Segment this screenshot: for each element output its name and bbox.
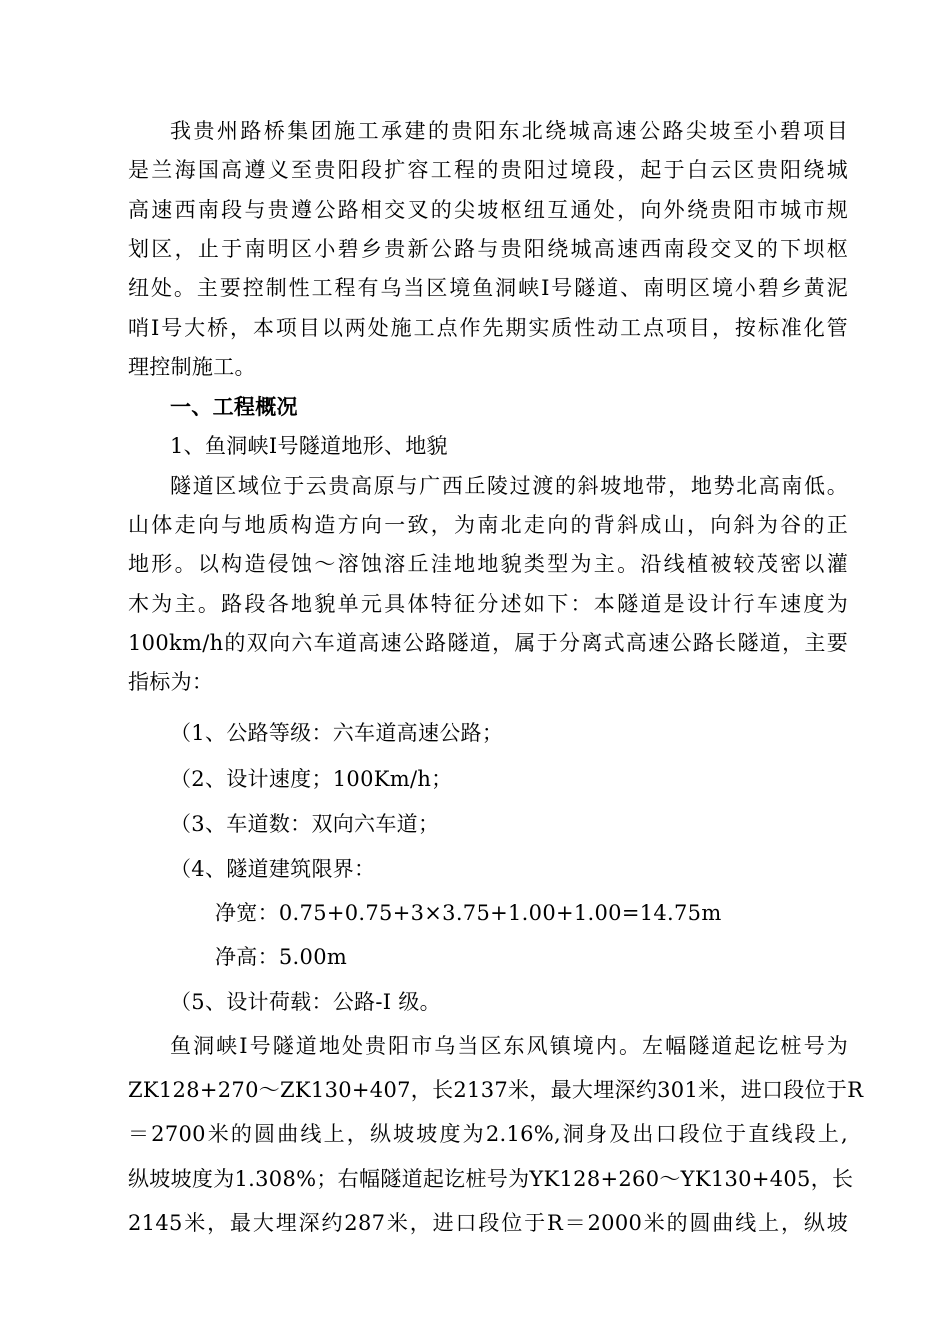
indicator-item-3: （3、车道数：双向六车道；: [170, 812, 440, 836]
intro-line-5: 纽处。主要控制性工程有乌当区境鱼洞峡Ⅰ号隧道、南明区境小碧乡黄泥: [128, 276, 848, 300]
location-line-1: 鱼洞峡Ⅰ号隧道地处贵阳市乌当区东风镇境内。左幅隧道起讫桩号为: [170, 1034, 848, 1058]
indicator-item-5: （5、设计荷载：公路-Ⅰ 级。: [170, 990, 441, 1014]
intro-line-2: 是兰海国高遵义至贵阳段扩容工程的贵阳过境段，起于白云区贵阳绕城: [128, 158, 848, 182]
location-line-4: 纵坡坡度为1.308%；右幅隧道起讫桩号为YK128+260～YK130+405，长: [128, 1167, 854, 1191]
intro-line-6: 哨Ⅰ号大桥，本项目以两处施工点作先期实质性动工点项目，按标准化管: [128, 316, 848, 340]
terrain-line-3: 地形。以构造侵蚀～溶蚀溶丘洼地地貌类型为主。沿线植被较茂密以灌: [128, 552, 848, 576]
terrain-line-5: 100km/h的双向六车道高速公路隧道，属于分离式高速公路长隧道，主要: [128, 631, 848, 655]
terrain-line-4: 木为主。路段各地貌单元具体特征分述如下：本隧道是设计行车速度为: [128, 592, 848, 616]
indicator-item-1: （1、公路等级：六车道高速公路；: [170, 721, 504, 745]
intro-line-7: 理控制施工。: [128, 355, 256, 379]
location-line-2: ZK128+270～ZK130+407，长2137米，最大埋深约301米，进口段位于R: [128, 1078, 864, 1102]
intro-line-3: 高速西南段与贵遵公路相交叉的尖坡枢纽互通处，向外绕贵阳市城市规: [128, 198, 848, 222]
indicator-item-2: （2、设计速度；100Km/h；: [170, 767, 453, 791]
indicator-clear-width: 净宽：0.75+0.75+3×3.75+1.00+1.00=14.75m: [215, 901, 722, 925]
indicator-clear-height: 净高：5.00m: [215, 945, 348, 969]
intro-line-1: 我贵州路桥集团施工承建的贵阳东北绕城高速公路尖坡至小碧项目: [170, 119, 848, 143]
terrain-line-1: 隧道区域位于云贵高原与广西丘陵过渡的斜坡地带，地势北高南低。: [170, 474, 848, 498]
terrain-line-6: 指标为：: [128, 670, 214, 694]
section-heading: 一、工程概况: [170, 394, 298, 419]
location-line-5: 2145米，最大埋深约287米，进口段位于R＝2000米的圆曲线上，纵坡: [128, 1211, 848, 1235]
terrain-line-2: 山体走向与地质构造方向一致，为南北走向的背斜成山，向斜为谷的正: [128, 513, 848, 537]
indicator-item-4: （4、隧道建筑限界：: [170, 857, 376, 881]
subsection-heading: 1、鱼洞峡Ⅰ号隧道地形、地貌: [170, 434, 448, 458]
location-line-3: ＝2700米的圆曲线上，纵坡坡度为2.16%,洞身及出口段位于直线段上,: [128, 1122, 848, 1146]
intro-line-4: 划区，止于南明区小碧乡贵新公路与贵阳绕城高速西南段交叉的下坝枢: [128, 237, 848, 261]
